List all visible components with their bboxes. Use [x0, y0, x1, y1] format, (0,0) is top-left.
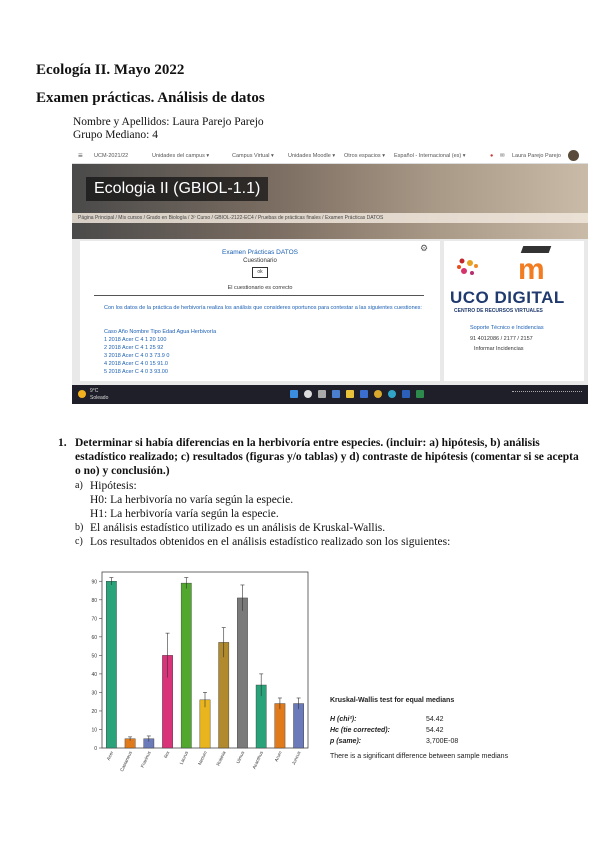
course-banner [72, 164, 588, 239]
item-c-text: Los resultados obtenidos en el análisis estadístico realizado son los siguientes: [90, 536, 451, 548]
weather-temp: 9°C [90, 388, 99, 394]
y-tick-label: 40 [91, 671, 97, 678]
x-tick-label: Acanthus [251, 750, 265, 770]
x-tick-label: Ilex [162, 750, 171, 759]
kw-h-label: H (chi²): [330, 716, 357, 723]
quiz-subtitle: Cuestionario [243, 258, 277, 264]
x-tick-label: Acer [105, 750, 115, 761]
item-a-label: a) [75, 480, 83, 491]
store-icon[interactable] [360, 390, 368, 398]
kw-title: Kruskal-Wallis test for equal medians [330, 697, 455, 704]
student-name: Nombre y Apellidos: Laura Parejo Parejo [73, 116, 264, 128]
group-line: Grupo Mediano: 4 [73, 129, 158, 141]
x-tick-label: Fraxinus [139, 750, 152, 769]
y-tick-label: 30 [91, 690, 97, 697]
data-row: 3 2018 Acer C 4 0 3 73.9 0 [104, 353, 170, 359]
bar [181, 583, 191, 748]
x-tick-label: Laurus [178, 750, 190, 766]
data-row: 5 2018 Acer C 4 0 3 93.00 [104, 369, 168, 375]
kw-p-label: p (same): [330, 738, 362, 745]
data-header: Caso Año Nombre Tipo Edad Agua Herbivoría [104, 329, 217, 335]
hypothesis-h0: H0: La herbivoría no varía según la especie. [90, 494, 294, 506]
phone-line: 91 4012086 / 2177 / 2157 [470, 336, 533, 342]
item-c-label: c) [75, 536, 83, 547]
weather-icon [78, 390, 86, 398]
kw-h-value: 54.42 [426, 716, 444, 723]
menu-icon[interactable]: ≡ [78, 151, 83, 160]
widgets-icon[interactable] [332, 390, 340, 398]
embedded-screenshot [72, 149, 588, 404]
x-tick-label: Castaneus [119, 750, 133, 773]
menu-moodle-units[interactable]: Unidades Moodle ▾ [288, 153, 336, 159]
bar [106, 581, 116, 748]
y-tick-label: 20 [91, 708, 97, 715]
search-icon[interactable] [304, 390, 312, 398]
y-tick-label: 0 [94, 746, 97, 752]
system-tray[interactable] [512, 391, 582, 398]
menu-other-spaces[interactable]: Otros espacios ▾ [344, 153, 385, 159]
breadcrumb[interactable]: Página Principal / Mis cursos / Grado en Biología / 3º Curso / GBIOL-2122-EC4 / Pruebas de prácticas finales / Examen Prácticas DATOS [72, 213, 588, 223]
menu-language[interactable]: Español - Internacional (es) ▾ [394, 153, 466, 159]
data-row: 1 2018 Acer C 4 1 20 100 [104, 337, 167, 343]
exam-heading: Ecología II. Mayo 2022 [36, 62, 185, 78]
chat-icon[interactable]: ✉ [500, 153, 505, 159]
sidebar-block [444, 241, 584, 381]
y-tick-label: 90 [91, 579, 97, 586]
bar [219, 642, 229, 748]
course-code[interactable]: UCM-2021/22 [94, 153, 129, 159]
question-1-number: 1. [58, 437, 67, 449]
data-row: 2 2018 Acer C 4 1 25 92 [104, 345, 164, 351]
divider [94, 295, 424, 296]
task-view-icon[interactable] [318, 390, 326, 398]
support-link[interactable]: Soporte Técnico e Incidencias [470, 325, 544, 331]
x-tick-label: Robinia [215, 750, 227, 767]
windows-taskbar [72, 385, 588, 404]
x-tick-label: Nerium [197, 750, 208, 766]
side-logo-title: UCO DIGITAL [450, 288, 565, 307]
question-1-text: Determinar si había diferencias en la herbivoría entre especies. (incluir: a) hipótesis, b) análisis estadístico realizado; c) resultados (figuras y/o tablas) y d) contraste de hipótesis (comentar si se acepta o no) y conclusión.) [75, 437, 579, 477]
data-row: 4 2018 Acer C 4 0 15 91.0 [104, 361, 168, 367]
y-tick-label: 80 [91, 597, 97, 604]
bar [237, 598, 247, 748]
moodle-m-logo: m [518, 253, 545, 286]
graduation-cap-icon [521, 246, 552, 253]
menu-campus-units[interactable]: Unidades del campus ▾ [152, 153, 210, 159]
x-tick-label: Juncus [290, 750, 302, 766]
course-title: Ecologia II (GBIOL-1.1) [86, 177, 268, 201]
bar [293, 704, 303, 748]
side-logo-subtitle: CENTRO DE RECURSOS VIRTUALES [454, 308, 543, 314]
moodle-top-bar [72, 149, 588, 164]
quiz-title: Examen Prácticas DATOS [222, 249, 298, 256]
uco-logo-mark [454, 251, 494, 281]
kw-conclusion: There is a significant difference between sample medians [330, 753, 509, 760]
quiz-content [80, 241, 440, 381]
y-tick-label: 70 [91, 616, 97, 623]
kruskal-wallis-results [330, 697, 580, 760]
explorer-icon[interactable] [346, 390, 354, 398]
quiz-box: ok [252, 267, 268, 278]
item-b-label: b) [75, 522, 84, 533]
kw-hc-label: Hc (tie corrected): [330, 727, 390, 734]
x-tick-label: Arum [273, 750, 283, 763]
windows-start-icon[interactable] [290, 390, 298, 398]
y-tick-label: 10 [91, 727, 97, 734]
exam-subheading: Examen prácticas. Análisis de datos [36, 90, 265, 106]
gear-icon[interactable]: ⚙ [420, 243, 429, 253]
chrome-icon[interactable] [374, 390, 382, 398]
kw-p-value: 3,700E-08 [426, 738, 459, 745]
quiz-instructions: Con los datos de la práctica de herbivoría realiza los análisis que consideres oportunos para contestar a las siguientes cuestiones: [104, 305, 422, 311]
avatar[interactable] [568, 150, 579, 161]
bell-icon[interactable]: ● [490, 153, 494, 159]
kw-hc-value: 54.42 [426, 727, 444, 734]
quiz-note: El cuestionario es correcto [227, 285, 293, 291]
weather-desc: Soleado [90, 395, 109, 401]
y-tick-label: 60 [91, 634, 97, 641]
item-a-text: Hipótesis: [90, 480, 137, 492]
y-tick-label: 50 [91, 653, 97, 660]
user-name[interactable]: Laura Parejo Parejo [512, 153, 561, 159]
herbivory-bar-chart [80, 568, 312, 783]
menu-virtual-campus[interactable]: Campus Virtual ▾ [232, 153, 274, 159]
item-b-text: El análisis estadístico utilizado es un análisis de Kruskal-Wallis. [90, 522, 386, 534]
mail-link[interactable]: Informar Incidencias [474, 346, 524, 352]
hypothesis-h1: H1: La herbivoría varía según la especie. [90, 508, 279, 520]
bar [275, 704, 285, 748]
excel-icon[interactable] [416, 390, 424, 398]
edge-icon[interactable] [388, 390, 396, 398]
x-tick-label: Ulmus [235, 750, 246, 765]
word-icon[interactable] [402, 390, 410, 398]
